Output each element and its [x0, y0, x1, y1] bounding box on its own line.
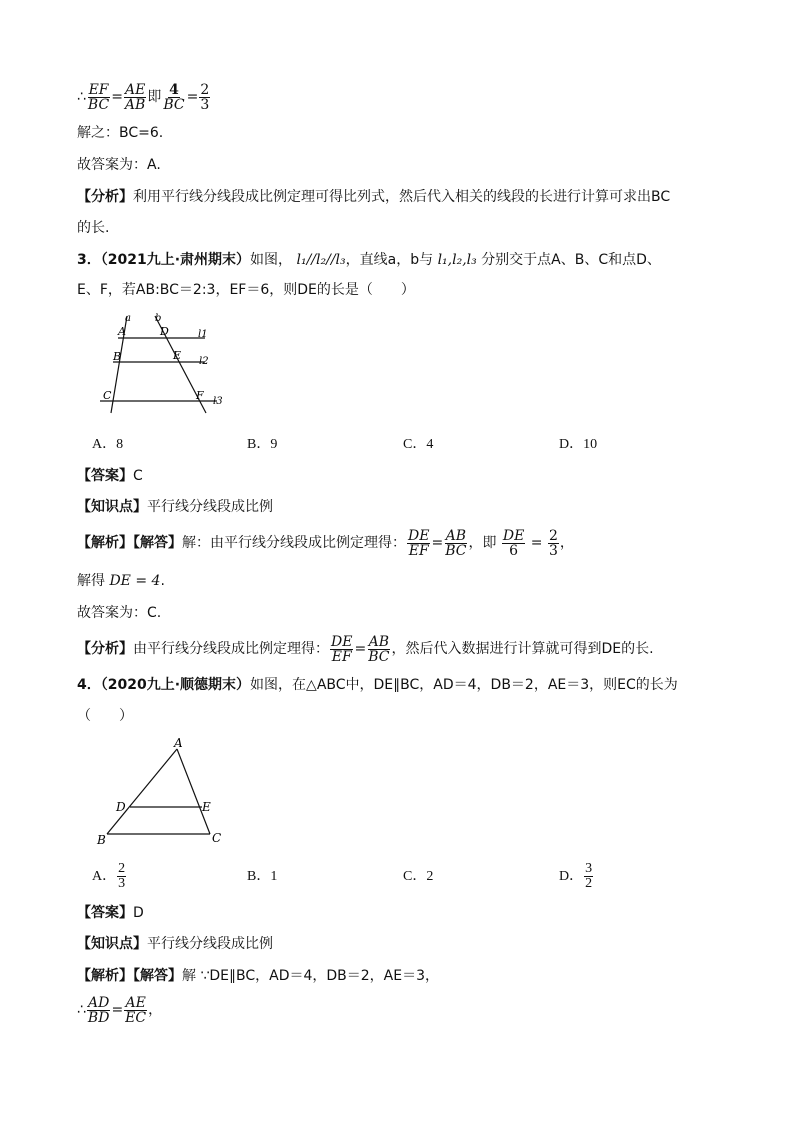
question-number: 3． — [77, 252, 101, 268]
q3-analysis: 【分析】由平行线分线段成比例定理得： $\frac{DE}{EF}$ = $\frac{AB}{BC}$ ，然后代入数据进行计算就可得到DE的长. — [77, 633, 654, 665]
q4-knowledge-point: 【知识点】平行线分线段成比例 — [77, 936, 273, 952]
label-B: B — [97, 833, 106, 847]
therefore-symbol: ∴ — [77, 89, 86, 105]
solve-line: 解之：BC=6. — [77, 125, 164, 141]
q3-solve: 解得 DE = 4. — [77, 573, 165, 589]
question-3-stem: 3．（2021九上·肃州期末）如图， l₁//l₂//l₃，直线a，b与 l₁,l₂,l₃ 分别交于点A、B、C和点D、 — [77, 252, 661, 268]
label-C: C — [103, 389, 112, 402]
q4-option-d[interactable]: D． $\frac{3}{2}$ — [559, 861, 593, 892]
q3-knowledge-point: 【知识点】平行线分线段成比例 — [77, 499, 273, 515]
q4-option-b[interactable]: B．1 — [247, 869, 278, 884]
q3-option-b[interactable]: B．9 — [247, 437, 278, 452]
q3-solution: 【解析】【解答】解：由平行线分线段成比例定理得： $\frac{DE}{EF}$ = $\frac{AB}{BC}$ ，即 $\frac{DE}{6}$ = $\frac{2}{3}$ ， — [77, 527, 574, 559]
question-4-paren: （ ） — [77, 708, 133, 724]
q4-answer: 【答案】D — [77, 905, 144, 921]
q4-ratio: ∴ $\frac{AD}{BD}$ = $\frac{AE}{EC}$ ， — [77, 994, 163, 1026]
q4-option-c[interactable]: C．2 — [403, 869, 434, 884]
label-B: B — [113, 350, 122, 363]
q3-final: 故答案为：C. — [77, 605, 162, 621]
fraction-2-3: $\frac{2}{3}$ — [200, 81, 210, 113]
question-4-stem: 4．（2020九上·顺德期末）如图，在△ABC中，DE∥BC，AD＝4，DB＝2，AE＝3，则EC的长为 — [77, 677, 678, 693]
triangle-figure — [92, 735, 232, 850]
q3-option-d[interactable]: D．10 — [559, 437, 598, 452]
fraction-4-bc: $\frac{4}{BC}$ — [163, 81, 185, 113]
q4-solution: 【解析】【解答】解 ∵DE∥BC，AD＝4，DB＝2，AE＝3， — [77, 968, 440, 984]
label-E: E — [173, 349, 182, 362]
q3-answer: 【答案】C — [77, 468, 143, 484]
label-l1: l1 — [198, 329, 208, 340]
analysis-tag: 【分析】 — [77, 189, 133, 205]
question-3-stem-2: E、F，若AB:BC＝2:3，EF＝6，则DE的长是（ ） — [77, 282, 415, 298]
answer-line: 故答案为：A. — [77, 157, 161, 173]
label-a: a — [125, 313, 131, 324]
analysis-line-2: 的长. — [77, 220, 110, 236]
label-E: E — [202, 800, 211, 814]
label-l3: l3 — [213, 396, 223, 407]
q3-option-c[interactable]: C．4 — [403, 437, 434, 452]
fraction-ae-ab: $\frac{AE}{AB}$ — [124, 81, 146, 113]
question-source: （2021九上·肃州期末） — [100, 252, 251, 268]
label-F: F — [196, 389, 204, 402]
ratio-line: ∴ $\frac{EF}{BC}$ = $\frac{AE}{AB}$ 即 $\frac{4}{BC}$ = $\frac{2}{3}$ — [77, 81, 210, 113]
label-l2: l2 — [199, 356, 209, 367]
analysis-line: 【分析】利用平行线分线段成比例定理可得比列式，然后代入相关的线段的长进行计算可求出BC — [77, 189, 671, 205]
fraction-ef-bc: $\frac{EF}{BC}$ — [87, 81, 110, 113]
label-b: b — [155, 313, 162, 324]
label-D: D — [116, 800, 126, 814]
q4-option-a[interactable]: A． $\frac{2}{3}$ — [92, 861, 126, 892]
parallel-lines-figure — [95, 310, 235, 415]
label-A: A — [118, 325, 126, 338]
label-C: C — [212, 831, 222, 845]
q3-option-a[interactable]: A．8 — [92, 437, 124, 452]
label-A: A — [174, 736, 183, 750]
label-D: D — [160, 325, 169, 338]
